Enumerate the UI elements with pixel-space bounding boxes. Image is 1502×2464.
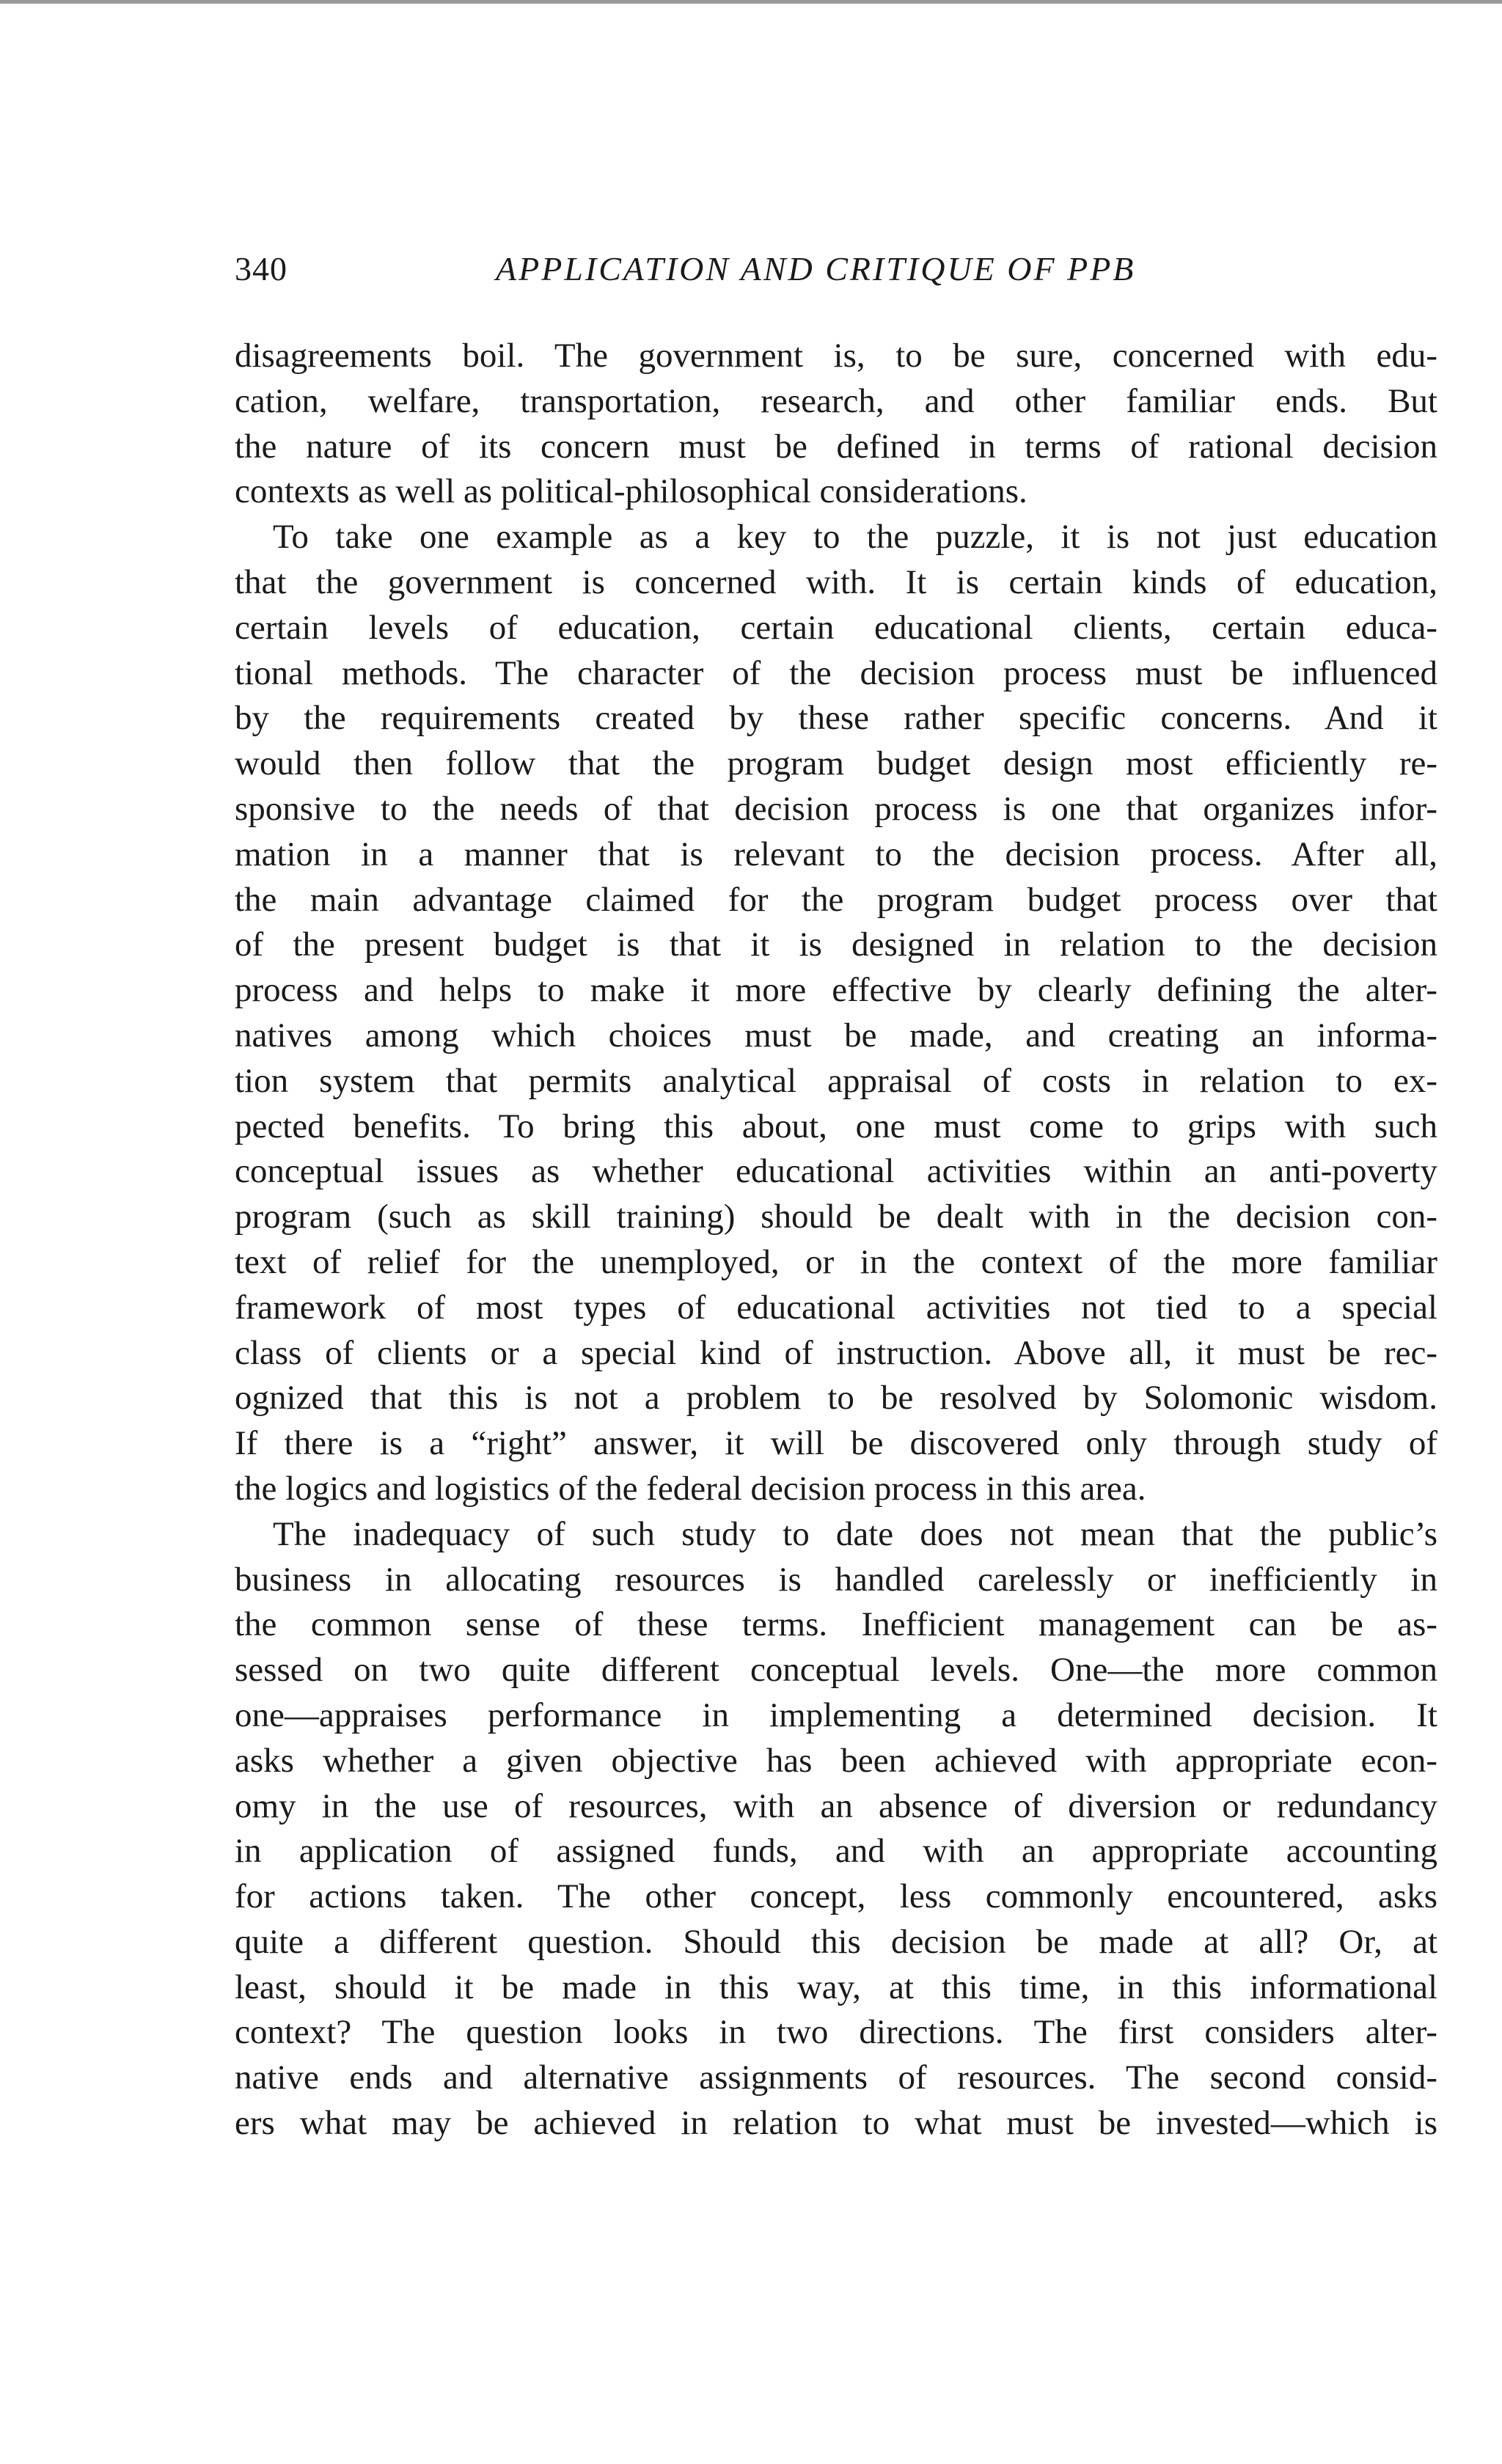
running-head: [235, 249, 1437, 301]
text-line: If there is a “right” answer, it will be discovered only through study of: [235, 1424, 1437, 1463]
text-line: by the requirements created by these rather specific concerns. And it: [235, 699, 1437, 738]
text-line: tional methods. The character of the decision process must be influenced: [235, 653, 1437, 692]
running-title: APPLICATION AND CRITIQUE OF PPB: [496, 250, 1136, 287]
text-line: in application of assigned funds, and with an appropriate accounting: [235, 1832, 1437, 1871]
body-text: [235, 334, 1437, 2146]
paragraph-first-line: To take one example as a key to the puzzle, it is not just education: [273, 518, 1437, 557]
text-line: the main advantage claimed for the program budget process over that: [235, 880, 1437, 919]
page-number: 340: [235, 250, 287, 287]
text-line: sponsive to the needs of that decision process is one that organizes infor-: [235, 789, 1437, 828]
paragraph-first-line: The inadequacy of such study to date does not mean that the public’s: [273, 1514, 1437, 1553]
text-line: certain levels of education, certain educational clients, certain educa-: [235, 608, 1437, 647]
text-line: framework of most types of educational activities not tied to a special: [235, 1288, 1437, 1327]
text-line: class of clients or a special kind of instruction. Above all, it must be rec-: [235, 1333, 1437, 1372]
text-line: the logics and logistics of the federal decision process in this area.: [235, 1469, 1146, 1508]
text-line: would then follow that the program budget design most efficiently re-: [235, 744, 1437, 783]
text-line: conceptual issues as whether educational activities within an anti-poverty: [235, 1152, 1437, 1191]
text-line: for actions taken. The other concept, less commonly encountered, asks: [235, 1877, 1437, 1916]
text-line: quite a different question. Should this decision be made at all? Or, at: [235, 1922, 1437, 1961]
text-line: the nature of its concern must be defined in terms of rational decision: [235, 427, 1437, 466]
text-line: native ends and alternative assignments of resources. The second consid-: [235, 2058, 1437, 2097]
text-line: business in allocating resources is handled carelessly or inefficiently in: [235, 1560, 1437, 1599]
scan-top-edge: [0, 0, 1502, 4]
text-line: tion system that permits analytical appraisal of costs in relation to ex-: [235, 1061, 1437, 1100]
text-line: omy in the use of resources, with an absence of diversion or redundancy: [235, 1786, 1437, 1825]
text-line: least, should it be made in this way, at this time, in this informational: [235, 1968, 1437, 2006]
text-line: asks whether a given objective has been achieved with appropriate econ-: [235, 1741, 1437, 1780]
text-line: context? The question looks in two directions. The first considers alter-: [235, 2013, 1437, 2052]
text-line: ers what may be achieved in relation to what must be invested—which is: [235, 2104, 1437, 2143]
text-line: contexts as well as political-philosophical considerations.: [235, 472, 1027, 511]
text-line: the common sense of these terms. Inefficient management can be as-: [235, 1605, 1437, 1644]
text-line: disagreements boil. The government is, to be sure, concerned with edu-: [235, 337, 1437, 375]
text-line: natives among which choices must be made, and creating an informa-: [235, 1016, 1437, 1055]
text-line: text of relief for the unemployed, or in the context of the more familiar: [235, 1242, 1437, 1281]
text-line: of the present budget is that it is designed in relation to the decision: [235, 925, 1437, 964]
text-line: pected benefits. To bring this about, one must come to grips with such: [235, 1107, 1437, 1145]
text-line: process and helps to make it more effective by clearly defining the alter-: [235, 971, 1437, 1010]
text-line: cation, welfare, transportation, research, and other familiar ends. But: [235, 381, 1437, 420]
text-line: program (such as skill training) should be dealt with in the decision con-: [235, 1198, 1437, 1236]
text-line: ognized that this is not a problem to be resolved by Solomonic wisdom.: [235, 1379, 1437, 1418]
text-line: sessed on two quite different conceptual levels. One—the more common: [235, 1651, 1437, 1690]
text-line: that the government is concerned with. It is certain kinds of education,: [235, 562, 1437, 601]
text-line: one—appraises performance in implementing a determined decision. It: [235, 1695, 1437, 1734]
text-line: mation in a manner that is relevant to the decision process. After all,: [235, 835, 1437, 873]
